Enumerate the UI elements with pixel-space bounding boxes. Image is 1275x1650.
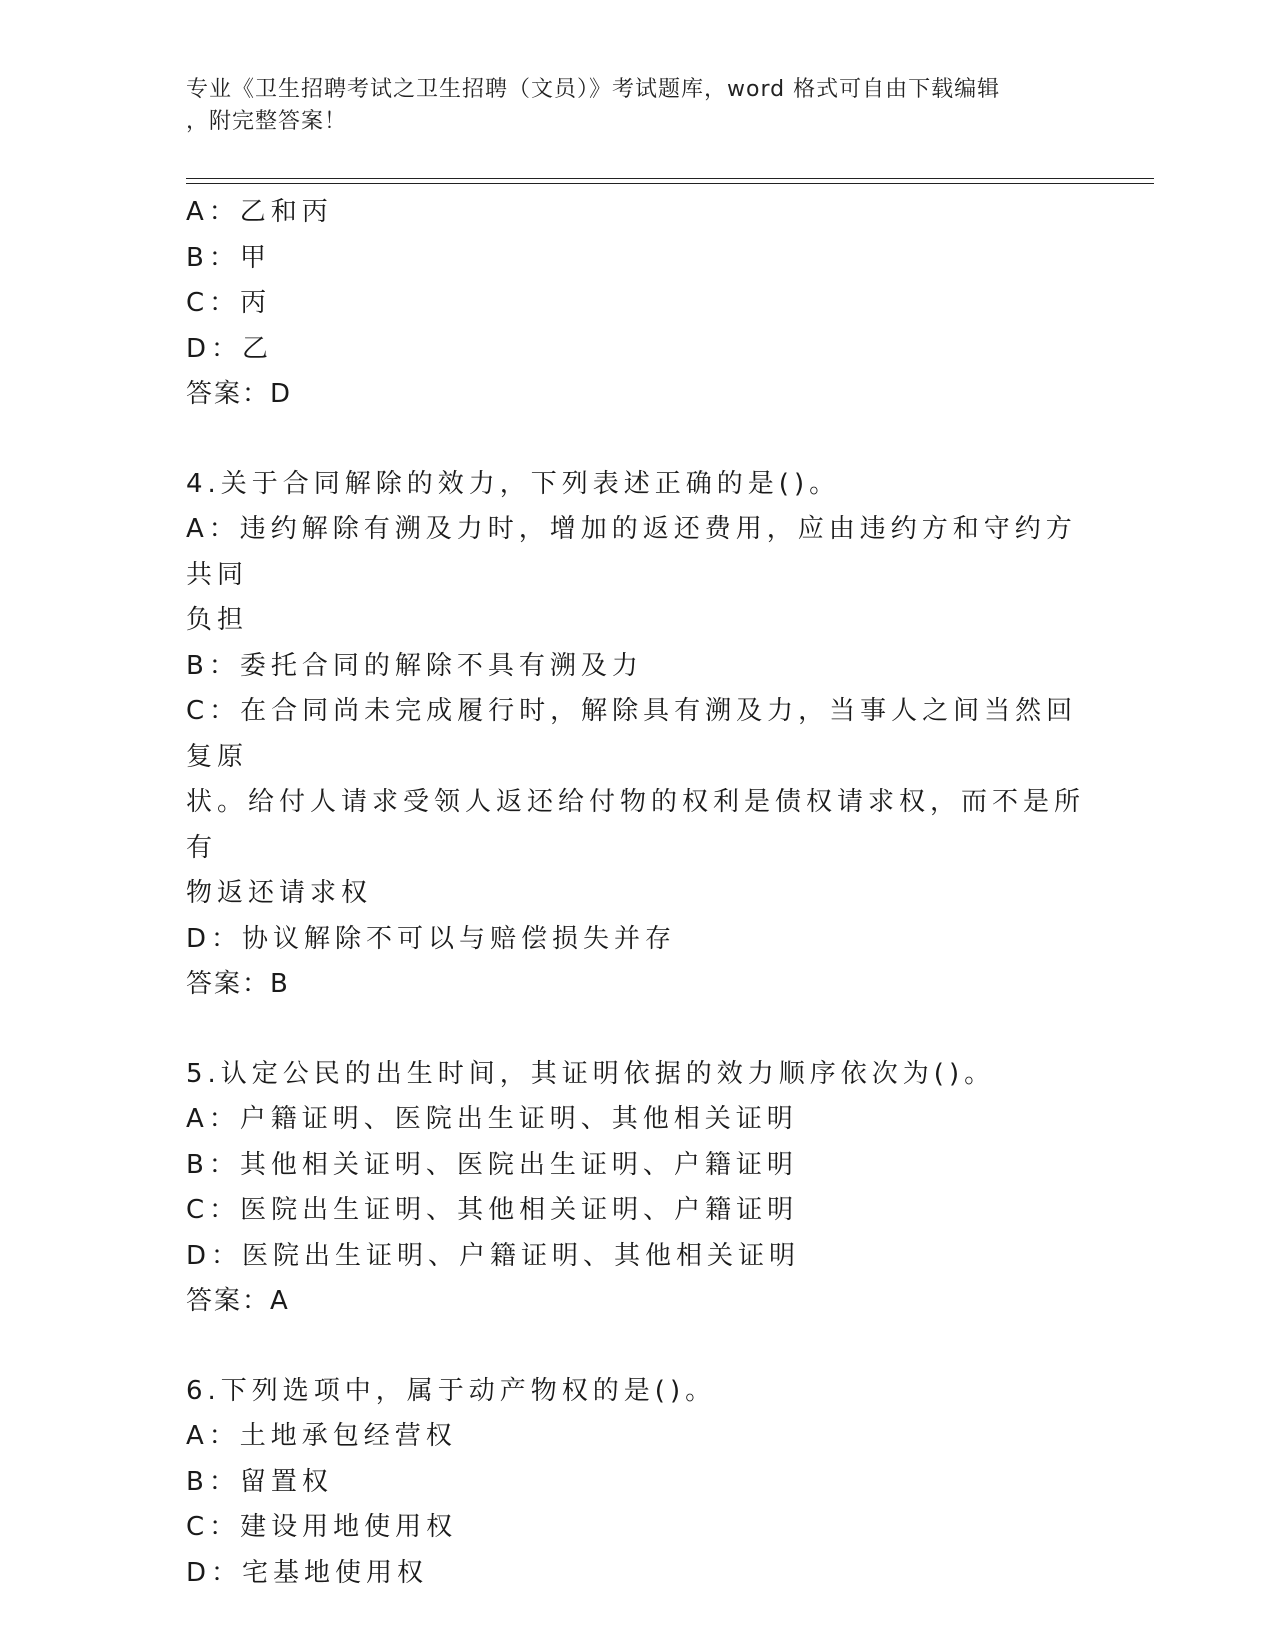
question-6-block xyxy=(186,1369,1086,1597)
question-5-block xyxy=(186,1052,1086,1325)
q3-option-c: C：丙 xyxy=(186,288,272,318)
header-line-2: ，附完整答案！ xyxy=(186,109,348,134)
question-4-block xyxy=(186,462,1086,1008)
q3-option-a: A：乙和丙 xyxy=(186,197,333,227)
document-header xyxy=(186,74,1086,138)
q4-question: 4.关于合同解除的效力，下列表述正确的是()。 xyxy=(186,468,841,499)
q5-answer: 答案：A xyxy=(186,1286,290,1316)
q6-question: 6.下列选项中，属于动产物权的是()。 xyxy=(186,1375,717,1406)
q5-option-c: C：医院出生证明、其他相关证明、户籍证明 xyxy=(186,1195,799,1225)
q5-option-b: B：其他相关证明、医院出生证明、户籍证明 xyxy=(186,1149,798,1180)
q6-option-c: C：建设用地使用权 xyxy=(186,1512,458,1542)
question-content xyxy=(186,190,1086,1596)
q5-option-a: A：户籍证明、医院出生证明、其他相关证明 xyxy=(186,1104,798,1134)
header-line-1: 专业《卫生招聘考试之卫生招聘（文员）》考试题库，word 格式可自由下载编辑 xyxy=(186,77,1001,102)
question-3-block xyxy=(186,190,1086,418)
q4-option-a-line-2: 负担 xyxy=(186,605,249,635)
q4-option-c-line-2: 状。给付人请求受领人返还给付物的权利是债权请求权，而不是所有 xyxy=(186,787,1086,863)
q3-answer: 答案：D xyxy=(186,379,293,409)
q5-question: 5.认定公民的出生时间，其证明依据的效力顺序依次为()。 xyxy=(186,1058,996,1089)
q3-option-b: B：甲 xyxy=(186,242,271,273)
q6-option-a: A：土地承包经营权 xyxy=(186,1421,457,1451)
q4-option-b: B：委托合同的解除不具有溯及力 xyxy=(186,650,643,681)
q4-option-a-line-1: A：违约解除有溯及力时，增加的返还费用，应由违约方和守约方共同 xyxy=(186,514,1077,590)
q4-option-d: D：协议解除不可以与赔偿损失并存 xyxy=(186,923,677,954)
q4-option-c-line-1: C：在合同尚未完成履行时，解除具有溯及力，当事人之间当然回复原 xyxy=(186,696,1078,772)
header-rule-top xyxy=(186,178,1154,179)
q5-option-d: D：医院出生证明、户籍证明、其他相关证明 xyxy=(186,1240,801,1271)
q6-option-d: D：宅基地使用权 xyxy=(186,1557,429,1588)
q3-option-d: D：乙 xyxy=(186,333,274,364)
q4-option-c-line-3: 物返还请求权 xyxy=(186,878,373,908)
header-rule-bottom xyxy=(186,183,1154,184)
q6-option-b: B：留置权 xyxy=(186,1466,333,1497)
q4-answer: 答案：B xyxy=(186,969,290,999)
